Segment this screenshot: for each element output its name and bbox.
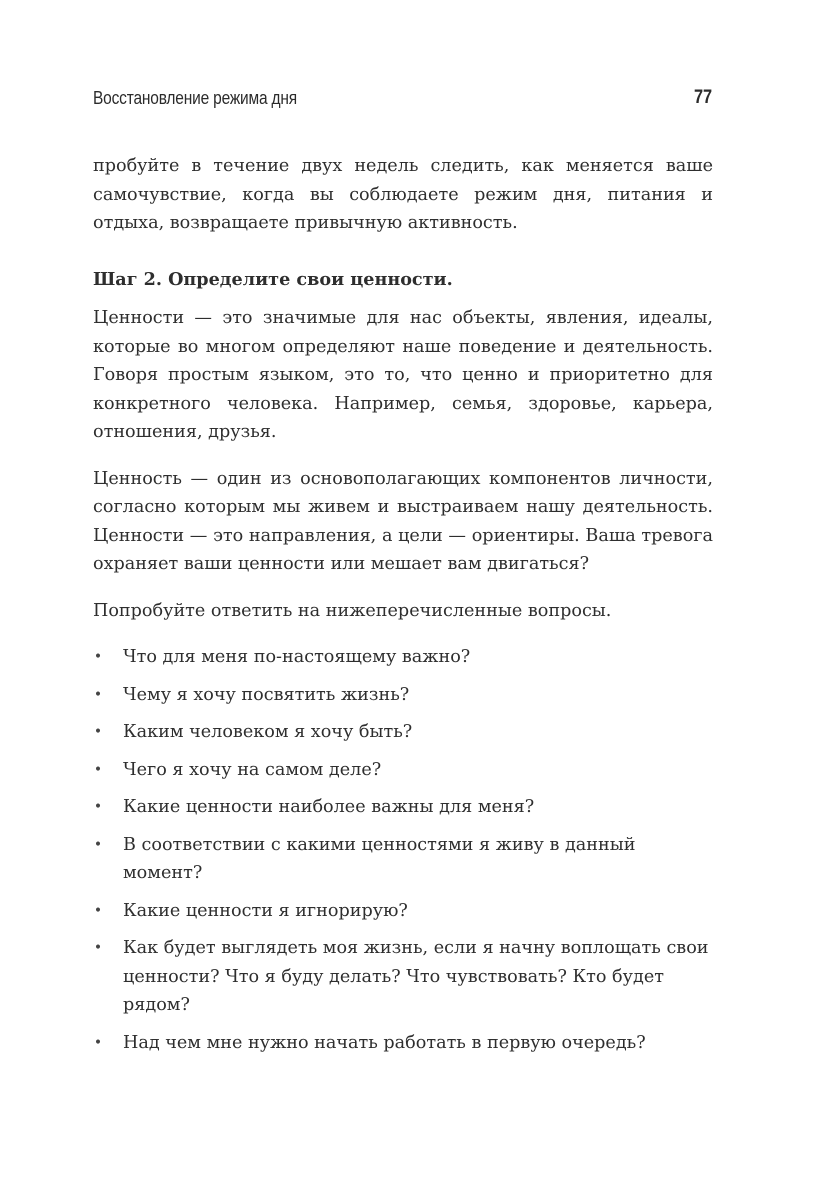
paragraph-prompt: Попробуйте ответить на нижеперечисленные вопросы.	[93, 600, 612, 621]
paragraph-values-definition: Ценности — это значимые для нас объекты, явления, идеалы, которые во многом определяют наше поведение и деятельность. Говоря простым языком, это то, что ценно и приоритетно для конкретного человека. Например, семья, здоровье, карьера, отношения, друзья.	[93, 308, 713, 442]
question-text: В соответствии с какими ценностями я живу в данный момент?	[123, 834, 636, 883]
questions-list	[93, 643, 713, 1057]
list-item	[93, 934, 713, 1020]
list-item	[93, 793, 713, 822]
question-text: Как будет выглядеть моя жизнь, если я начну воплощать свои ценности? Что я буду делать? Что чувствовать? Кто будет рядом?	[123, 938, 709, 1015]
list-item	[93, 681, 713, 710]
bullet-icon: •	[93, 761, 103, 778]
list-item	[93, 831, 713, 888]
list-item	[93, 643, 713, 672]
question-text: Над чем мне нужно начать работать в первую очередь?	[123, 1032, 646, 1053]
question-text: Чего я хочу на самом деле?	[123, 759, 382, 780]
list-item	[93, 718, 713, 747]
bullet-icon: •	[93, 799, 103, 815]
bullet-icon: •	[93, 1034, 103, 1051]
question-text: Каким человеком я хочу быть?	[123, 722, 413, 742]
bullet-icon: •	[93, 649, 103, 665]
lead-paragraph: пробуйте в течение двух недель следить, как меняется ваше самочувствие, когда вы соблюдаете режим дня, питания и отдыха, возвращаете привычную активность.	[93, 156, 713, 233]
list-item	[93, 1029, 713, 1058]
step-heading: Шаг 2. Определите свои ценности.	[93, 268, 453, 290]
page-number: 77	[693, 87, 712, 108]
question-text: Что для меня по-настоящему важно?	[123, 647, 471, 667]
body-text	[93, 152, 713, 1066]
paragraph-values-role: Ценность — один из основополагающих компонентов личности, согласно которым мы живем и выстраиваем нашу деятельность. Ценности — это направления, а цели — ориентиры. Ваша тревога охраняет ваши ценности или мешает вам двигаться?	[93, 468, 713, 574]
question-text: Какие ценности я игнорирую?	[123, 900, 408, 921]
bullet-icon: •	[93, 902, 103, 919]
bullet-icon: •	[93, 724, 103, 740]
list-item	[93, 756, 713, 785]
question-text: Какие ценности наиболее важны для меня?	[123, 797, 535, 817]
running-head	[93, 84, 712, 112]
list-item	[93, 897, 713, 926]
running-title: Восстановление режима дня	[93, 87, 297, 108]
bullet-icon: •	[93, 686, 103, 703]
bullet-icon: •	[93, 836, 103, 853]
bullet-icon: •	[93, 940, 103, 956]
question-text: Чему я хочу посвятить жизнь?	[123, 684, 410, 705]
